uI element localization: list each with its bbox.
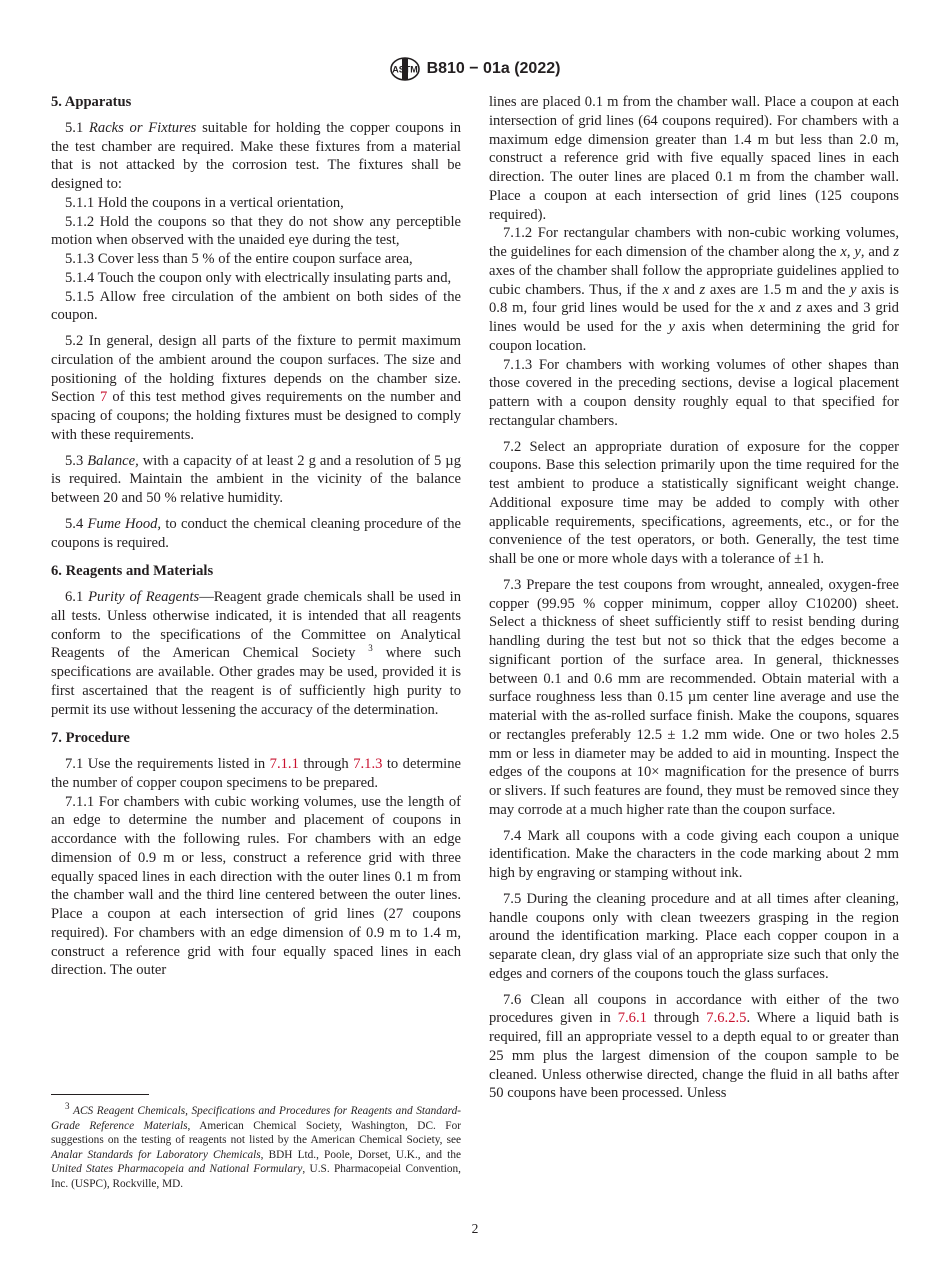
link-7-6-2-5[interactable]: 7.6.2.5 [706, 1010, 747, 1027]
document-designation: B810 − 01a (2022) [426, 60, 561, 77]
page-header [0, 56, 950, 82]
footnote-3: $^3$ ACS Reagent Chemicals, Specifications and Procedures for Reagents and Standard-Grade Reference Materials, American Chemical Society, Washington, DC. For suggestions on the testing of reagents not listed by the American Chemical Society, see Analar Standards for Laboratory Chemicals, BDH Ltd., Poole, Dorset, U.K., and the United States Pharmacopeia and National Formulary, U.S. Pharmacopeial Convention, Inc. (USPC), Rockville, MD. [51, 1101, 461, 1190]
section-7-link[interactable]: 7 [99, 389, 108, 406]
paragraph-7-1: 7.1 Use the requirements listed in 7.1.1 through 7.1.3 to determine the number of copper coupon specimens to be prepared. [51, 756, 462, 791]
right-column [489, 93, 899, 1103]
paragraph-7-5: 7.5 During the cleaning procedure and at all times after cleaning, handle coupons only with clean tweezers grasping in the region around the identification marking. Place each copper coupon in a separate clean, dry glass vial of an appropriate size such that only the edges and corners of the coupons touch the glass surfaces. [489, 890, 899, 982]
page-number: 2 [471, 1221, 479, 1236]
link-7-1-1[interactable]: 7.1.1 [269, 756, 299, 772]
paragraph-7-2: 7.2 Select an appropriate duration of exposure for the copper coupons. Base this selection primarily upon the time required for the test ambient to produce a statistically significant weight change. Additional exposure time may be added to comply with other applicable requirements, specifications, agreements, etc., or for the convenience of the test operators, or both. Generally, the test time shall be one or more whole days with a tolerance of ±1 h. [489, 438, 899, 567]
footnote-ref-3[interactable]: 3 [368, 643, 373, 654]
section-6-heading: 6. Reagents and Materials [51, 563, 214, 580]
paragraph-5-1-3: 5.1.3 Cover less than 5 % of the entire coupon surface area, [65, 251, 413, 267]
paragraph-7-1-3: 7.1.3 For chambers with working volumes of other shapes than those covered in the preceding sections, devise a logical placement pattern with a coupon density roughly equal to that specified for rectangular chambers. [489, 356, 899, 429]
paragraph-6-1: 6.1 Purity of Reagents—Reagent grade chemicals shall be used in all tests. Unless otherwise indicated, it is intended that all reagents conform to the specifications of the Committee on Analytical Reagents of the American Chemical Society $^3$ where such specifications are available. Other grades may be used, provided it is first ascertained that the reagent is of sufficiently high purity to permit its use without lessening the accuracy of the determination. [51, 589, 461, 718]
svg-text:ASTM: ASTM [391, 64, 418, 75]
astm-logo-icon [390, 57, 420, 81]
paragraph-5-1-5: 5.1.5 Allow free circulation of the ambient on both sides of the coupon. [51, 288, 461, 324]
paragraph-5-1: 5.1 Racks or Fixtures suitable for holding the copper coupons in the test chamber are required. Make these fixtures from a material that is not attacked by the corrosion test. The fixtures shall be designed to: [51, 119, 461, 192]
paragraph-5-4: 5.4 Fume Hood, to conduct the chemical cleaning procedure of the coupons is required. [51, 515, 461, 551]
paragraph-7-6: 7.6 Clean all coupons in accordance with either of the two procedures given in 7.6.1 through 7.6.2.5. Where a liquid bath is required, fill an appropriate vessel to a depth equal to or greater than 25 mm plus the largest dimension of the coupon sample to be cleaned. Unless otherwise directed, change the fluid in all baths after 50 coupons have been processed. Unless [489, 991, 899, 1102]
paragraph-7-1-2: 7.1.2 For rectangular chambers with non-cubic working volumes, the guidelines for each dimension of the chamber along the x, y, and z axes of the chamber shall follow the appropriate guidelines applied to cubic chambers. Thus, if the x and z axes are 1.5 m and the y axis is 0.8 m, four grid lines would be used for the x and z axes and 3 grid lines would be used for the y axis when determining the grid for coupon location. [489, 225, 900, 354]
paragraph-5-1-1: 5.1.1 Hold the coupons in a vertical orientation, [65, 194, 344, 211]
link-7-1-3[interactable]: 7.1.3 [353, 756, 383, 772]
link-7-6-1[interactable]: 7.6.1 [617, 1010, 647, 1027]
paragraph-7-3: 7.3 Prepare the test coupons from wrought, annealed, oxygen-free copper (99.95 % copper minimum, copper alloy C10200) sheet. Select a thickness of sheet sufficiently stiff to resist bending during handling during the test but not so thick that the edges become a significant portion of the surface area. In general, thicknesses between 0.1 and 0.6 mm are recommended. Obtain material with a surface roughness less than 0.15 µm center line average and use the material with the as-rolled surface finish. Make the coupons, squares or rectangles preferably 12.5 ± 1.2 mm wide. One or two holes 2.5 mm or less in diameter may be added to aid in mounting. Inspect the edges of the coupons at 10× magnification for the presence of burrs or slivers. If such features are found, they must be removed since they may corrode at a much higher rate than the coupon surface. [489, 576, 899, 818]
section-5-heading: 5. Apparatus [51, 94, 132, 110]
paragraph-5-2: 5.2 In general, design all parts of the fixture to permit maximum circulation of the ambient around the coupon surfaces. The size and positioning of the holding fixtures depends on the chamber size. Section 7 of this test method gives requirements on the number and spacing of coupons; the holding fixtures must be designed to comply with these requirements. [51, 333, 462, 443]
left-column [51, 93, 461, 980]
paragraph-5-1-4: 5.1.4 Touch the coupon only with electrically insulating parts and, [65, 269, 452, 286]
paragraph-5-3: 5.3 Balance, with a capacity of at least 2 g and a resolution of 5 µg is required. Maintain the ambient in the vicinity of the balance between 20 and 50 % relative humidity. [51, 452, 461, 506]
paragraph-7-1-1: 7.1.1 For chambers with cubic working volumes, use the length of an edge to determine the number and placement of coupons in accordance with the following rules. For chambers with an edge dimension of 0.9 m or less, construct a reference grid with three equally spaced lines in each direction with the outer lines 0.1 m from the chamber wall and the third line centered between the outer lines. Place a coupon at each intersection of grid lines (27 coupons required). For chambers with an edge dimension of 0.9 m to 1.4 m, construct a reference grid with four equally spaced lines in each direction. The outer [51, 793, 461, 979]
footnote-divider [51, 1094, 149, 1095]
paragraph-5-1-2: 5.1.2 Hold the coupons so that they do not show any perceptible motion when observed with the unaided eye during the test, [51, 213, 461, 249]
paragraph-7-4: 7.4 Mark all coupons with a code giving each coupon a unique identification. Make the characters in the code marking about 2 mm high by engraving or stamping without ink. [489, 827, 899, 881]
section-7-heading: 7. Procedure [51, 730, 130, 747]
paragraph-7-1-1-continued: lines are placed 0.1 m from the chamber wall. Place a coupon at each intersection of grid lines (64 coupons required). For chambers with a maximum edge dimension greater than 1.4 m but less than 2.0 m, construct a reference grid with five equally spaced lines in each direction. The outer lines are placed 0.1 m from the chamber wall. Place a coupon at each intersection of grid lines (125 coupons required). [489, 94, 899, 223]
